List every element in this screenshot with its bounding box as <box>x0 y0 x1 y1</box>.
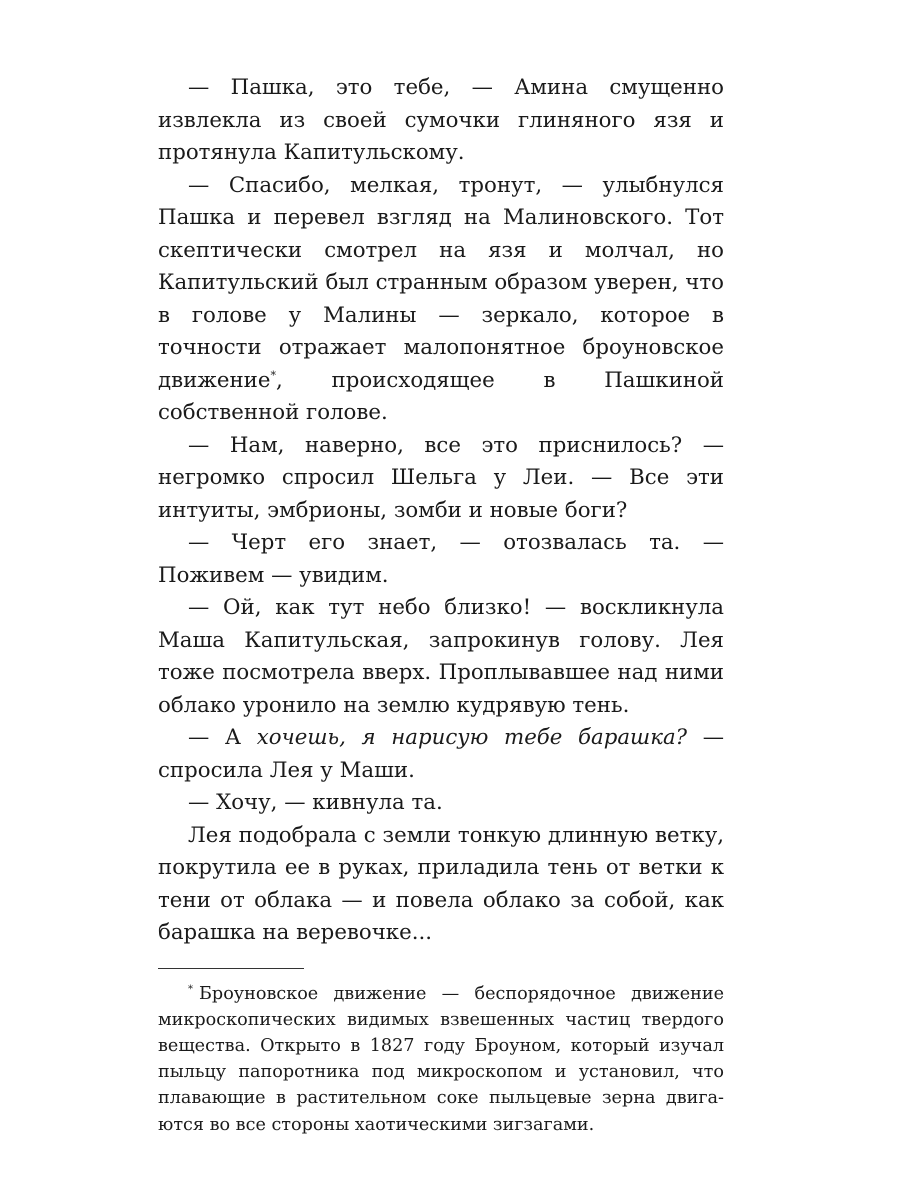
paragraph: — Пашка, это тебе, — Амина смущенно извлекла из своей сумочки глиняного язя и протянула Капитульскому. <box>158 75 724 165</box>
paragraph: — А хочешь, я нарисую тебе барашка? — спросила Лея у Маши. <box>158 725 724 783</box>
footnote-reference[interactable]: * <box>270 368 276 382</box>
paragraph: — Хочу, — кивнула та. <box>188 790 443 815</box>
footnote-marker: * <box>188 983 193 995</box>
paragraph: Лея подобрала с земли тонкую длинную ветку, покрутила ее в руках, приладила тень от ветки к тени от облака — и повела облако за собой, как барашка на веревочке... <box>158 822 724 945</box>
paragraph: — Черт его знает, — отозвалась та. — Поживем — увидим. <box>158 530 724 588</box>
paragraph: — Нам, наверно, все это приснилось? — негромко спросил Шельга у Леи. — Все эти интуиты, эмбрионы, зомби и новые боги? <box>158 432 724 523</box>
italic-quote: хочешь, я нарисую тебе барашка? <box>256 725 688 750</box>
footnote <box>158 981 724 1138</box>
paragraph: — Спасибо, мелкая, тронут, — улыбнулся Пашка и перевел взгляд на Малиновского. Тот скептически смотрел на язя и молчал, но Капитульский был странным образом уверен, что в голове у Малины — зеркало, которое в точности отражает малопонятное броуновское движение*, происходящее в Пашкиной собственной голове. <box>158 172 724 425</box>
book-page <box>158 72 724 1138</box>
footnote-text: Броуновское движение — беспорядочное движение микроскопических видимых взвешенных частиц твердого вещества. Открыто в 1827 году Броуном, который изучал пыльцу папоротника под микроскопом и установил, что плавающие в растительном соке пыльцевые зерна двигаются во все стороны хаотическими зигзагами. <box>158 983 724 1135</box>
main-text <box>158 72 724 950</box>
paragraph: — Ой, как тут небо близко! — воскликнула Маша Капитульская, запрокинув голову. Лея тоже посмотрела вверх. Проплывавшее над ними облако уронило на землю кудрявую тень. <box>158 595 724 718</box>
footnote-divider <box>158 968 304 969</box>
